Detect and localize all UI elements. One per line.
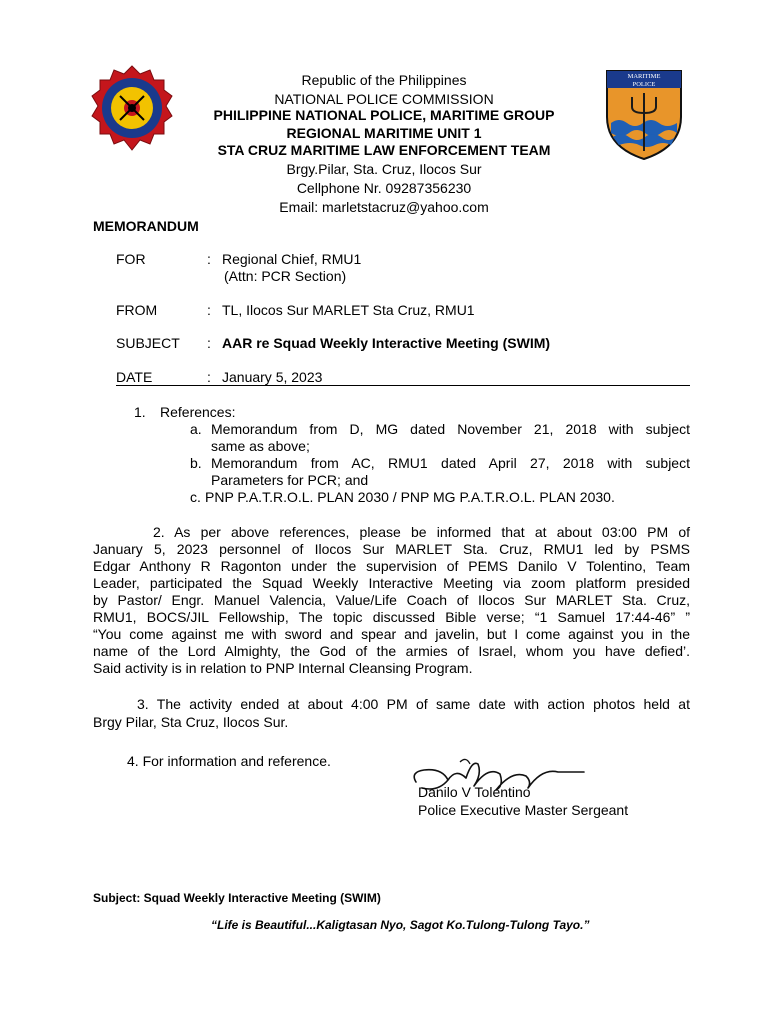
ref-a-line1: Memorandum from D, MG dated November 21, 2018 with subject [211, 421, 690, 437]
para2-line4: Leader, participated the Squad Weekly Interactive Meeting via zoom platform presided [93, 575, 690, 591]
ref-c-line: PNP P.A.T.R.O.L. PLAN 2030 / PNP MG P.A.T.R.O.L. PLAN 2030. [205, 489, 615, 505]
signatory-title: Police Executive Master Sergeant [418, 802, 629, 818]
para3-line2: Brgy Pilar, Sta Cruz, Ilocos Sur. [93, 714, 289, 730]
para2-line2: January 5, 2023 personnel of Ilocos Sur MARLET Sta. Cruz, RMU1 led by PSMS [93, 541, 690, 557]
footer-subject: Subject: Squad Weekly Interactive Meeting (SWIM) [93, 891, 381, 905]
header-republic: Republic of the Philippines [301, 72, 467, 88]
memo-title: MEMORANDUM [93, 218, 199, 234]
for-colon: : [207, 251, 211, 267]
para2-line9: Said activity is in relation to PNP Internal Cleansing Program. [93, 660, 473, 676]
header-cellphone: Cellphone Nr. 09287356230 [296, 180, 472, 196]
footer-motto: “Life is Beautiful...Kaligtasan Nyo, Sagot Ko.Tulong-Tulong Tayo.” [211, 918, 590, 932]
subject-label: SUBJECT [116, 335, 180, 351]
para2-line6: RMU1, BOCS/JIL Fellowship, The topic discussed Bible verse; “1 Samuel 17:44-46” ” [93, 609, 690, 625]
ref-a-label: a. [190, 421, 202, 437]
subject-value: AAR re Squad Weekly Interactive Meeting (SWIM) [222, 335, 551, 351]
maritime-label-line1: MARITIME [627, 73, 661, 80]
signatory-name: Danilo V Tolentino [418, 784, 531, 800]
para3-line1: 3. The activity ended at about 4:00 PM of same date with action photos held at [137, 696, 690, 712]
para2-line8: name of the Lord Almighty, the God of the armies of Israel, whom you have defied’. [93, 643, 690, 659]
ref-number: 1. [134, 404, 146, 420]
para2-line3: Edgar Anthony R Ragonton under the supervision of PEMS Danilo V Tolentino, Team [93, 558, 690, 574]
header-rmu1: REGIONAL MARITIME UNIT 1 [286, 125, 482, 141]
from-colon: : [207, 302, 211, 318]
para4: 4. For information and reference. [127, 753, 331, 769]
for-value: Regional Chief, RMU1 [222, 251, 362, 267]
header-pnp-mg: PHILIPPINE NATIONAL POLICE, MARITIME GROUP [213, 107, 555, 123]
from-value: TL, Ilocos Sur MARLET Sta Cruz, RMU1 [222, 302, 475, 318]
for-label: FOR [116, 251, 146, 267]
header-email: Email: marletstacruz@yahoo.com [279, 199, 489, 215]
from-label: FROM [116, 302, 158, 318]
ref-b-line2: Parameters for PCR; and [211, 472, 369, 488]
date-label: DATE [116, 369, 153, 385]
header-divider [116, 385, 690, 386]
date-colon: : [207, 369, 211, 385]
para2-line1: 2. As per above references, please be informed that at about 03:00 PM of [153, 524, 690, 540]
maritime-label-line2: POLICE [632, 81, 656, 88]
for-attn: (Attn: PCR Section) [224, 268, 347, 284]
ref-b-label: b. [190, 455, 202, 471]
ref-a-line2: same as above; [211, 438, 310, 454]
ref-heading: References: [160, 404, 236, 420]
ref-c-label: c. [190, 489, 201, 505]
date-value: January 5, 2023 [222, 369, 323, 385]
header-napolcom: NATIONAL POLICE COMMISSION [274, 91, 494, 107]
ref-b-line1: Memorandum from AC, RMU1 dated April 27, 2018 with subject [211, 455, 690, 471]
para2-line5: by Pastor/ Engr. Manuel Valencia, Value/Life Coach of Ilocos Sur MARLET Sta. Cruz, [93, 592, 690, 608]
subject-colon: : [207, 335, 211, 351]
header-address: Brgy.Pilar, Sta. Cruz, Ilocos Sur [286, 161, 482, 177]
para2-line7: “You come against me with sword and spear and javelin, but I come against you in the [93, 626, 690, 642]
header-marlet: STA CRUZ MARITIME LAW ENFORCEMENT TEAM [217, 142, 551, 158]
